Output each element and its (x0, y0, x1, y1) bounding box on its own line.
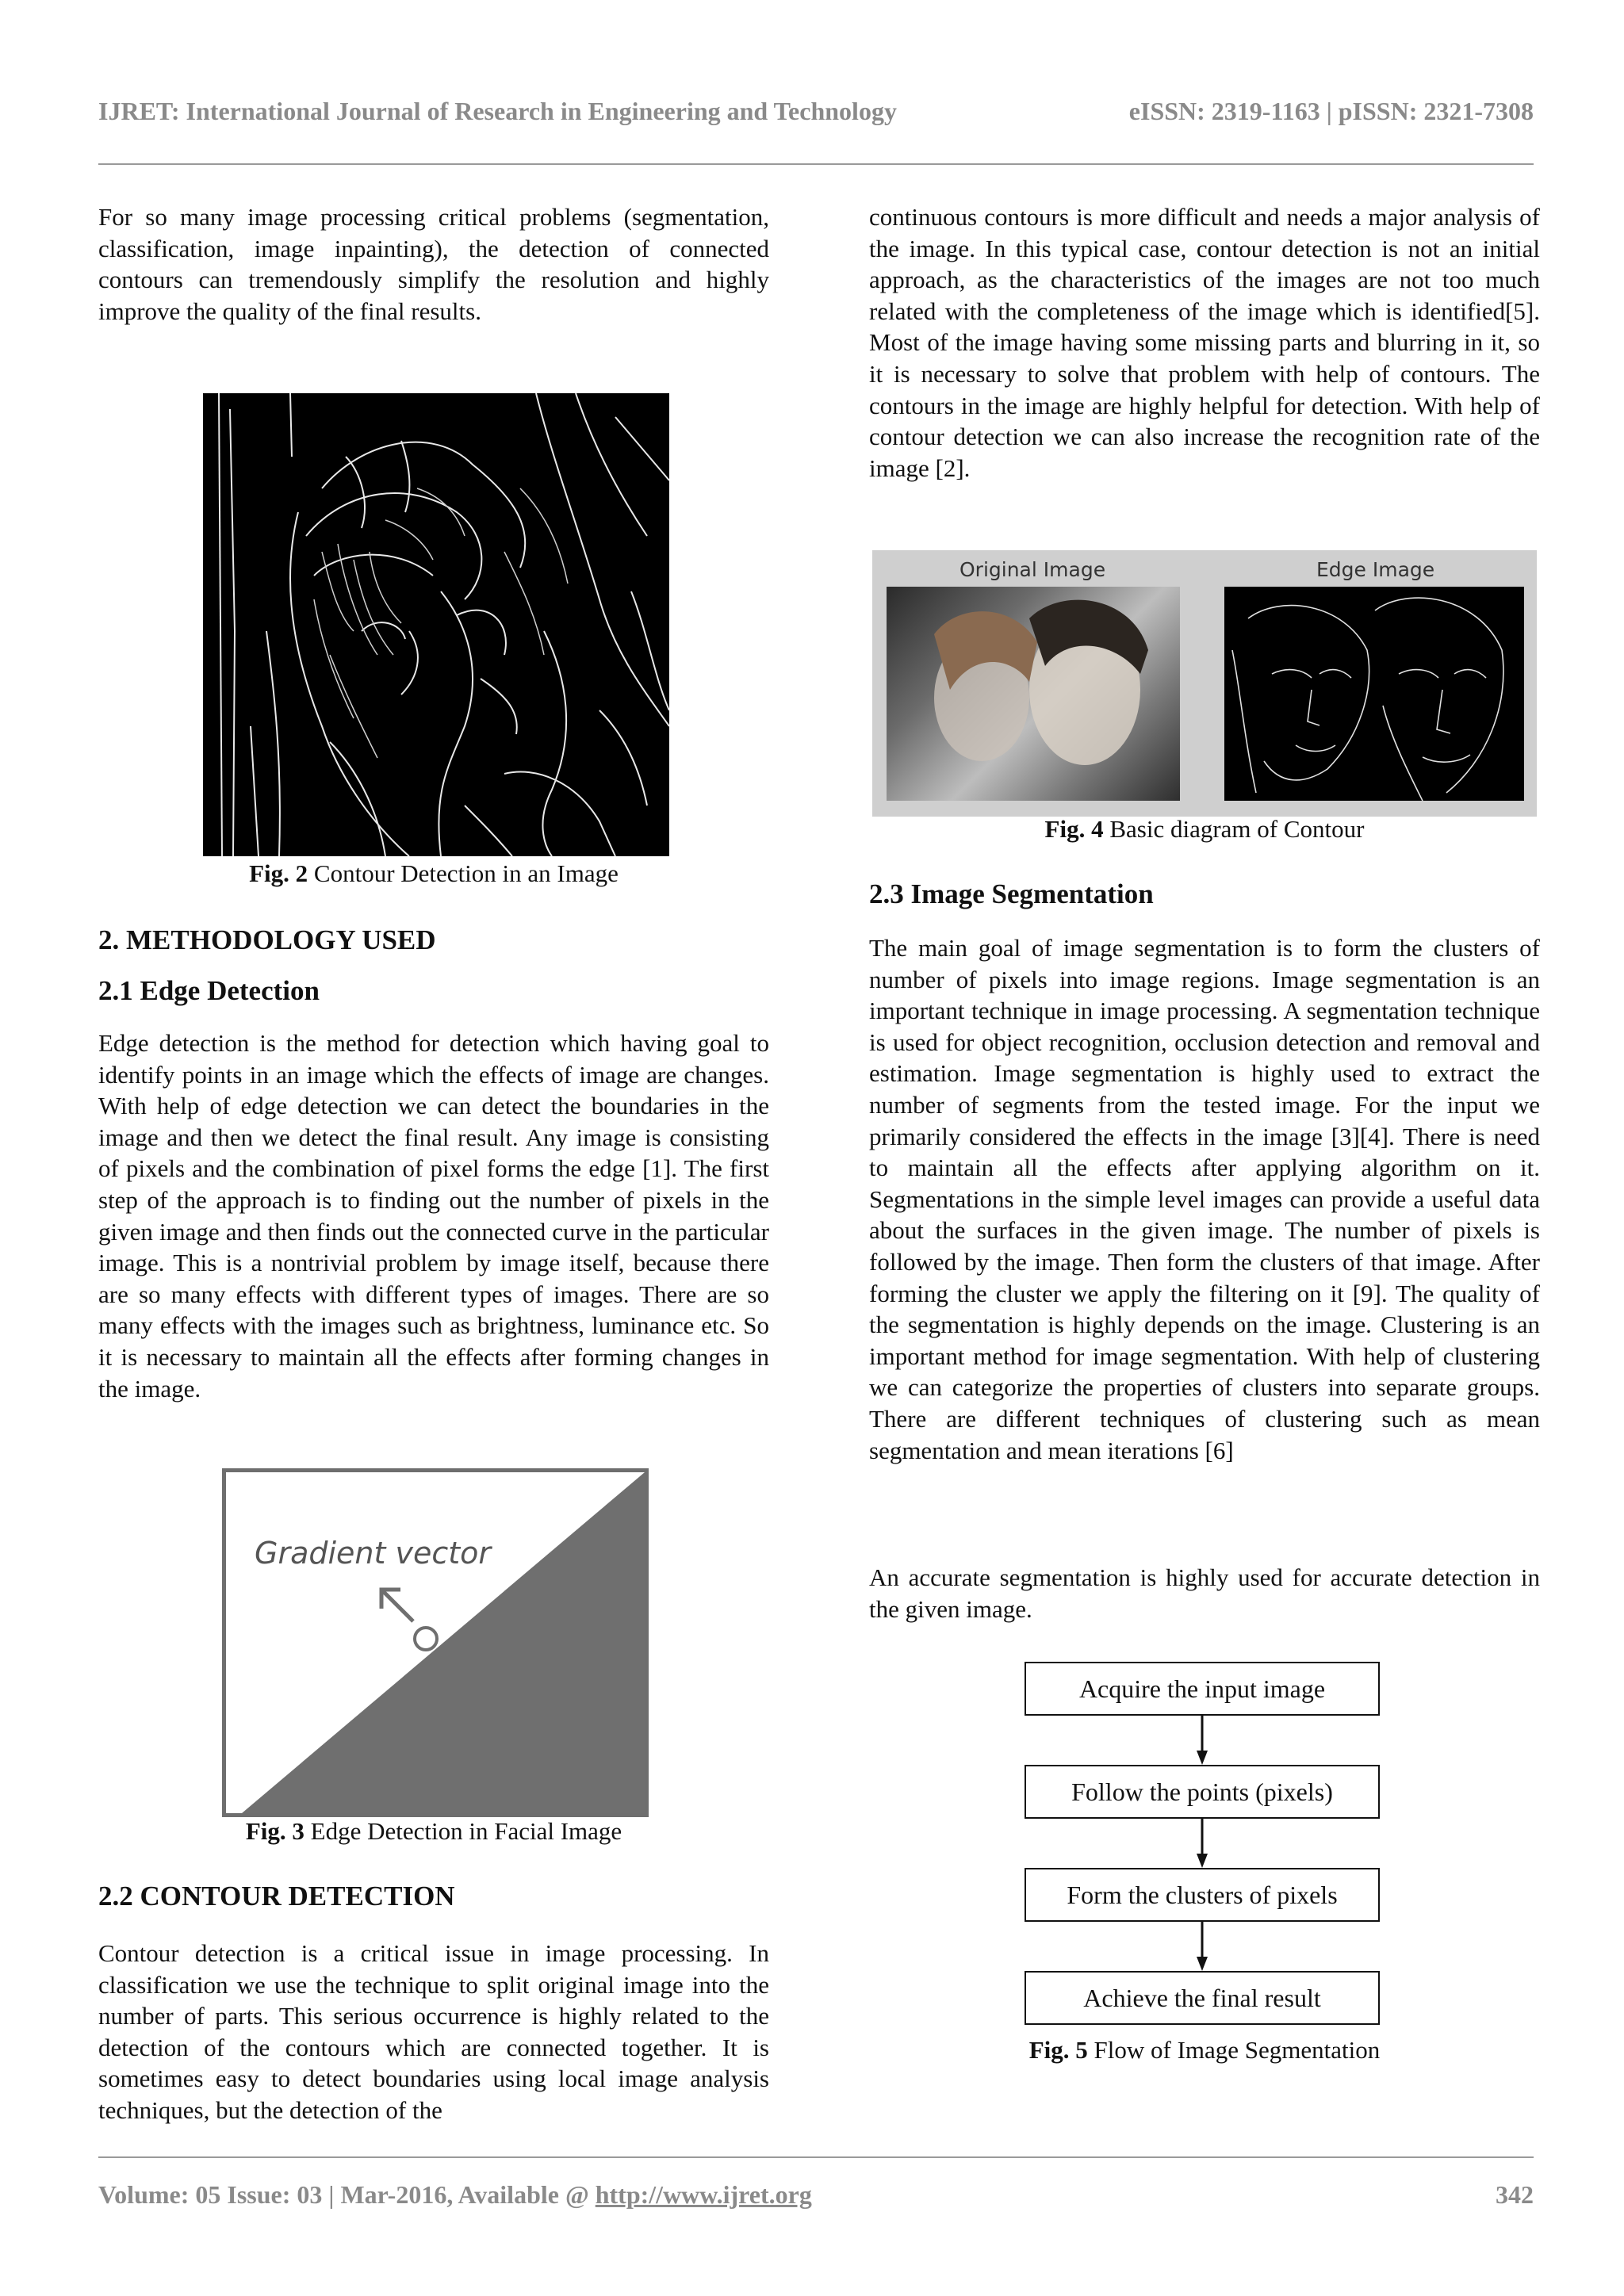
issn: eISSN: 2319-1163 | pISSN: 2321-7308 (1128, 97, 1534, 125)
flow-step-follow: Follow the points (pixels) (1025, 1765, 1380, 1819)
fig3-number: Fig. 3 (245, 1817, 304, 1845)
gradient-drawing (226, 1472, 645, 1813)
original-image-label: Original Image (959, 558, 1106, 581)
edge-image-label: Edge Image (1316, 558, 1435, 581)
gradient-vector-label: Gradient vector (255, 1536, 492, 1571)
fig2-caption (98, 859, 769, 888)
fig5-caption (869, 2036, 1540, 2064)
flow-arrow-2 (1196, 1819, 1208, 1868)
contour-detection-paragraph: Contour detection is a critical issue in image processing. In classification we use the technique to split original image into the number of parts. This serious occurrence is highly related to the detection of the contours which are connected together. It is sometimes easy to detect boundaries using local image analysis techniques, but the detection of the (98, 1939, 769, 2124)
faces-sketch (887, 587, 1180, 801)
fig2-text: Contour Detection in an Image (308, 859, 619, 887)
flow-step-form-clusters: Form the clusters of pixels (1025, 1868, 1380, 1922)
running-footer (98, 2180, 1534, 2210)
contour-drawing (203, 393, 669, 856)
fig2-number: Fig. 2 (249, 859, 308, 887)
accurate-segmentation-paragraph: An accurate segmentation is highly used for accurate detection in the given image. (869, 1563, 1540, 1623)
faces-edge-sketch (1224, 587, 1524, 801)
flow-arrow-1 (1196, 1716, 1208, 1765)
fig4-contour-diagram (872, 550, 1537, 817)
section-heading-methodology: 2. METHODOLOGY USED (98, 924, 436, 955)
flow-step-acquire: Acquire the input image (1025, 1662, 1380, 1716)
volume-text: Volume: 05 Issue: 03 | Mar-2016, Available @ (98, 2180, 596, 2209)
intro-paragraph: For so many image processing critical problems (segmentation, classification, image inpainting), the detection of connected contours can tremendously simplify the resolution and highly improve the quality of the final results. (98, 203, 769, 325)
fig4-number: Fig. 4 (1044, 815, 1104, 843)
segmentation-paragraph: The main goal of image segmentation is to form the clusters of number of pixels into image regions. Image segmentation is an important technique in image processing. A segmentation technique is used for object recognition, occlusion detection and removal and estimation. Image segmentation is highly used to extract the number of segments from the tested image. For the input we primarily considered the effects in the image [3][4]. There is need to maintain all the effects after applying algorithm on it. Segmentations in the simple level images can provide a useful data about the surfaces in the given image. The number of pixels is followed by the image. Then form the clusters of that image. After forming the cluster we apply the filtering on it [9]. The quality of the segmentation is highly depends on the image. Clustering is an important method for image segmentation. With help of clustering we can categorize the properties of clusters into separate groups. There are different techniques of clustering such as mean segmentation and mean iterations [6] (869, 934, 1540, 1464)
flow-step-achieve: Achieve the final result (1025, 1971, 1380, 2025)
journal-url-link[interactable]: http://www.ijret.org (595, 2180, 812, 2209)
running-header (98, 97, 1534, 126)
fig3-caption (98, 1817, 769, 1846)
fig5-number: Fig. 5 (1028, 2036, 1088, 2064)
journal-title: IJRET: International Journal of Research in Engineering and Technology (98, 97, 897, 125)
fig4-text: Basic diagram of Contour (1103, 815, 1365, 843)
original-photo (887, 587, 1180, 801)
continuation-paragraph: continuous contours is more difficult and needs a major analysis of the image. In this typical case, contour detection is not an initial approach, as the characteristics of the images are not too much related with the completeness of the image which is identified[5]. Most of the image having some missing parts and blurring in it, so it is necessary to solve that problem with help of contours. The contours in the image are highly helpful for detection. With help of contour detection we can also increase the recognition rate of the image [2]. (869, 203, 1540, 482)
subsection-contour-detection: 2.2 CONTOUR DETECTION (98, 1881, 455, 1911)
fig3-gradient-image (222, 1468, 649, 1817)
edge-photo (1224, 587, 1524, 801)
fig5-text: Flow of Image Segmentation (1087, 2036, 1381, 2064)
edge-detection-paragraph: Edge detection is the method for detection which having goal to identify points in an image which the effects of image are changes. With help of edge detection we can detect the boundaries in the image and then we detect the final result. Any image is consisting of pixels and the combination of pixel forms the edge [1]. The first step of the approach is to finding out the number of pixels in the given image and then finds out the connected curve in the particular image. This is a nontrivial problem by image itself, because there are so many effects with different types of images. There are so many effects with the images such as brightness, luminance etc. So it is necessary to maintain all the effects after forming changes in the image. (98, 1029, 769, 1402)
fig4-caption (869, 815, 1540, 844)
fig3-text: Edge Detection in Facial Image (304, 1817, 622, 1845)
footer-rule (98, 2156, 1534, 2158)
page-number: 342 (1496, 2180, 1534, 2209)
fig2-contour-image (203, 393, 669, 856)
header-rule (98, 163, 1534, 165)
subsection-edge-detection: 2.1 Edge Detection (98, 975, 320, 1006)
footer-volume (98, 2180, 812, 2210)
flow-arrow-3 (1196, 1922, 1208, 1971)
subsection-image-segmentation: 2.3 Image Segmentation (869, 878, 1154, 909)
